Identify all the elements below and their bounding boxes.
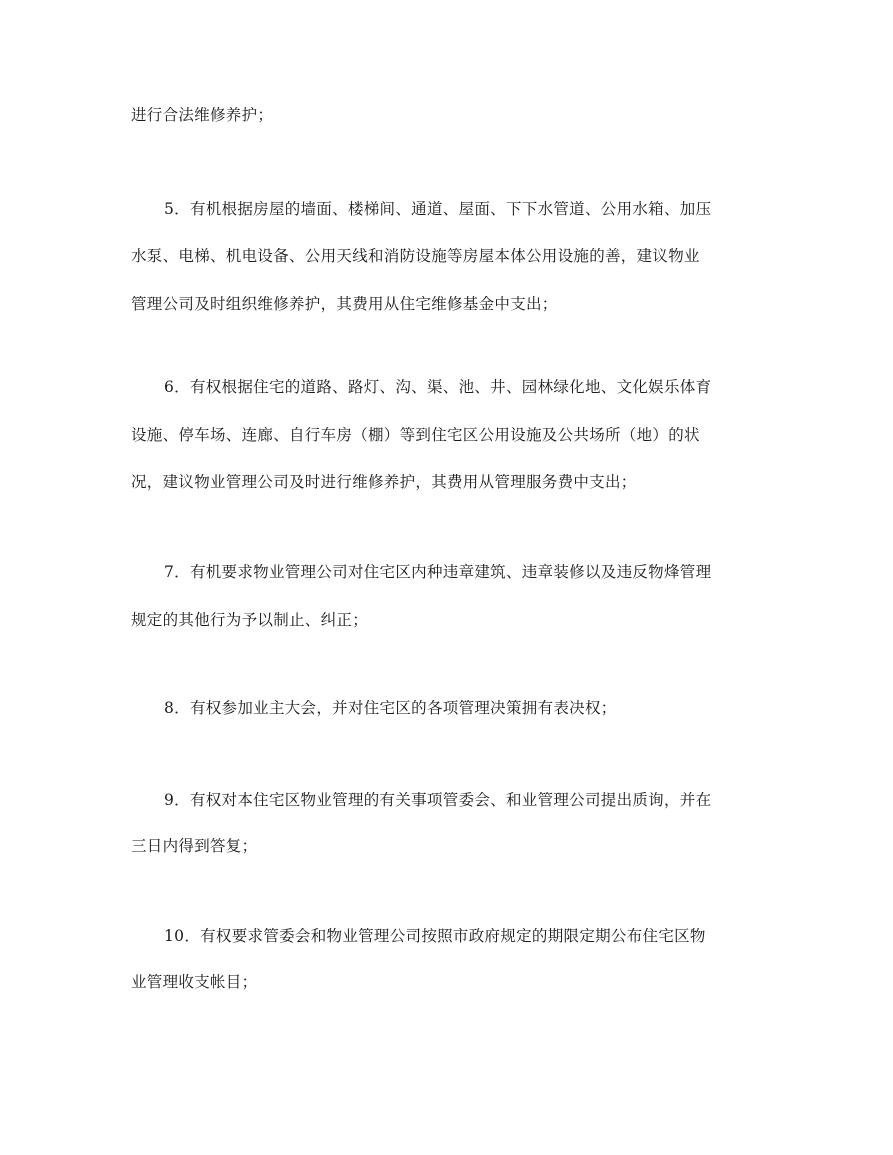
paragraph-8-line-1: 8．有权参加业主大会，并对住宅区的各项管理决策拥有表决权； — [164, 699, 617, 717]
paragraph-continuation-line: 进行合法维修养护； — [131, 106, 274, 124]
paragraph-9-line-2: 三日内得到答复； — [131, 837, 258, 855]
paragraph-10-line-1: 10．有权要求管委会和物业管理公司按照市政府规定的期限定期公布住宅区物 — [164, 927, 706, 945]
paragraph-7-line-2: 规定的其他行为予以制止、纠正； — [131, 611, 369, 629]
paragraph-5-line-1: 5．有机根据房屋的墙面、楼梯间、通道、屋面、下下水管道、公用水箱、加压 — [164, 200, 712, 218]
paragraph-6-line-3: 况，建议物业管理公司及时进行维修养护，其费用从管理服务费中支出； — [131, 473, 637, 491]
paragraph-10-line-2: 业管理收支帐目； — [131, 973, 258, 991]
paragraph-7-line-1: 7．有机要求物业管理公司对住宅区内种违章建筑、违章装修以及违反物烽管理 — [164, 563, 712, 581]
paragraph-5-line-2: 水泵、电梯、机电设备、公用天线和消防设施等房屋本体公用设施的善，建议物业 — [131, 247, 700, 265]
paragraph-6-line-2: 设施、停车场、连廊、自行车房（棚）等到住宅区公用设施及公共场所（地）的状 — [131, 426, 700, 444]
paragraph-6-line-1: 6．有权根据住宅的道路、路灯、沟、渠、池、井、园林绿化地、文化娱乐体育 — [164, 378, 712, 396]
paragraph-5-line-3: 管理公司及时组织维修养护，其费用从住宅维修基金中支出； — [131, 295, 558, 313]
paragraph-9-line-1: 9．有权对本住宅区物业管理的有关事项管委会、和业管理公司提出质询，并在 — [164, 791, 712, 809]
